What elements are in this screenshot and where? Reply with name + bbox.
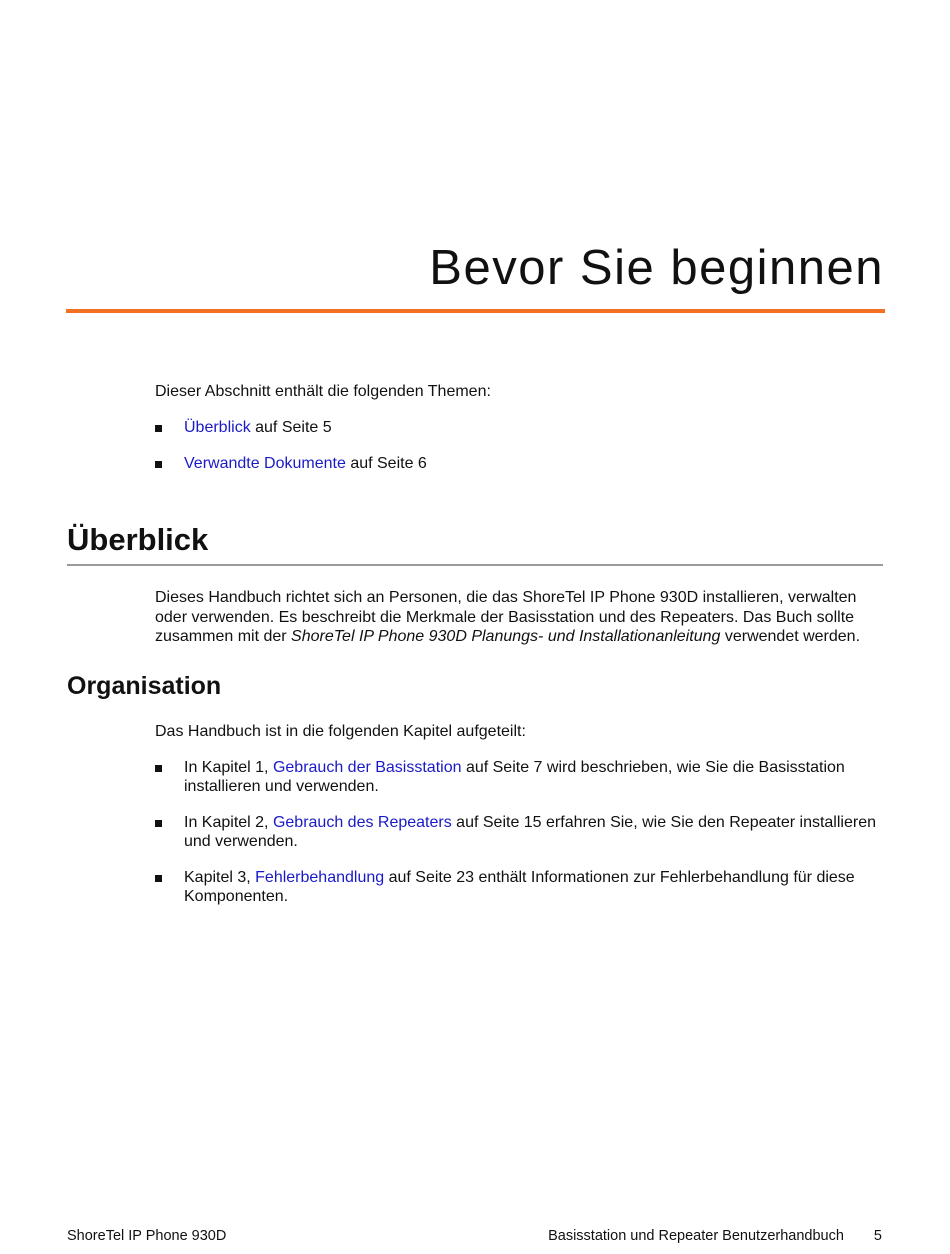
heading-organisation: Organisation: [67, 672, 222, 700]
chapter-list-item: [155, 758, 885, 797]
footer-manual-title: Basisstation und Repeater Benutzerhandbuch: [548, 1228, 844, 1244]
footer-right: [548, 1227, 882, 1245]
organisation-intro-text: Das Handbuch ist in die folgenden Kapitel aufgeteilt:: [155, 723, 526, 740]
overview-text-start: Dieses Handbuch richtet sich an Personen, die das ShoreTel IP Phone 930D installieren, verwalten oder verwenden. Es beschreibt die Merkmale der Basisstation und des Repeaters. Das Buch sollte zusammen mit der: [155, 589, 857, 645]
chapter-text: Kapitel 3,: [184, 868, 256, 886]
topic-list-item: [155, 454, 885, 474]
chapter-list: [155, 758, 885, 907]
link-verwandte-dokumente[interactable]: Verwandte Dokumente: [184, 455, 346, 472]
chapter-description: auf Seite 23 enthält Informationen zur Fehlerbehandlung für diese Komponenten.: [184, 868, 855, 905]
link-gebrauch-des-repeaters[interactable]: Gebrauch des Repeaters: [272, 813, 452, 831]
overview-text-end: verwendet werden.: [720, 628, 861, 645]
square-bullet-icon: [155, 765, 162, 772]
chapter-text: In Kapitel 1,: [184, 758, 273, 776]
overview-paragraph: [155, 588, 885, 647]
chapter-description: auf Seite 7 wird beschrieben, wie Sie die Basisstation installieren und verwenden.: [184, 758, 845, 795]
topic-list: [155, 418, 885, 474]
square-bullet-icon: [155, 425, 162, 432]
heading-ueberblick: Überblick: [67, 522, 209, 557]
footer-product-name: ShoreTel IP Phone 930D: [67, 1228, 227, 1244]
link-fehlerbehandlung[interactable]: Fehlerbehandlung: [255, 868, 385, 886]
chapter-list-item: [155, 813, 885, 852]
link-gebrauch-der-basisstation[interactable]: Gebrauch der Basisstation: [272, 758, 462, 776]
organisation-section: [155, 722, 885, 907]
chapter-description: auf Seite 15 erfahren Sie, wie Sie den Repeater installieren und verwenden.: [184, 813, 876, 850]
link-ueberblick[interactable]: Überblick: [184, 419, 251, 436]
intro-text: Dieser Abschnitt enthält die folgenden Themen:: [155, 383, 491, 400]
topic-list-item: [155, 418, 885, 438]
chapter-title-rule: [66, 309, 885, 313]
square-bullet-icon: [155, 875, 162, 882]
square-bullet-icon: [155, 461, 162, 468]
intro-section: [155, 382, 885, 474]
chapter-text: In Kapitel 2,: [184, 813, 273, 831]
heading-rule: [67, 564, 883, 566]
page-number: 5: [873, 1228, 882, 1244]
document-title-italic: ShoreTel IP Phone 930D Planungs- und Installationanleitung: [291, 628, 721, 645]
square-bullet-icon: [155, 820, 162, 827]
chapter-list-item: [155, 868, 885, 907]
page-reference: auf Seite 5: [250, 419, 332, 436]
chapter-title: Bevor Sie beginnen: [429, 241, 884, 295]
page-reference: auf Seite 6: [345, 455, 427, 472]
